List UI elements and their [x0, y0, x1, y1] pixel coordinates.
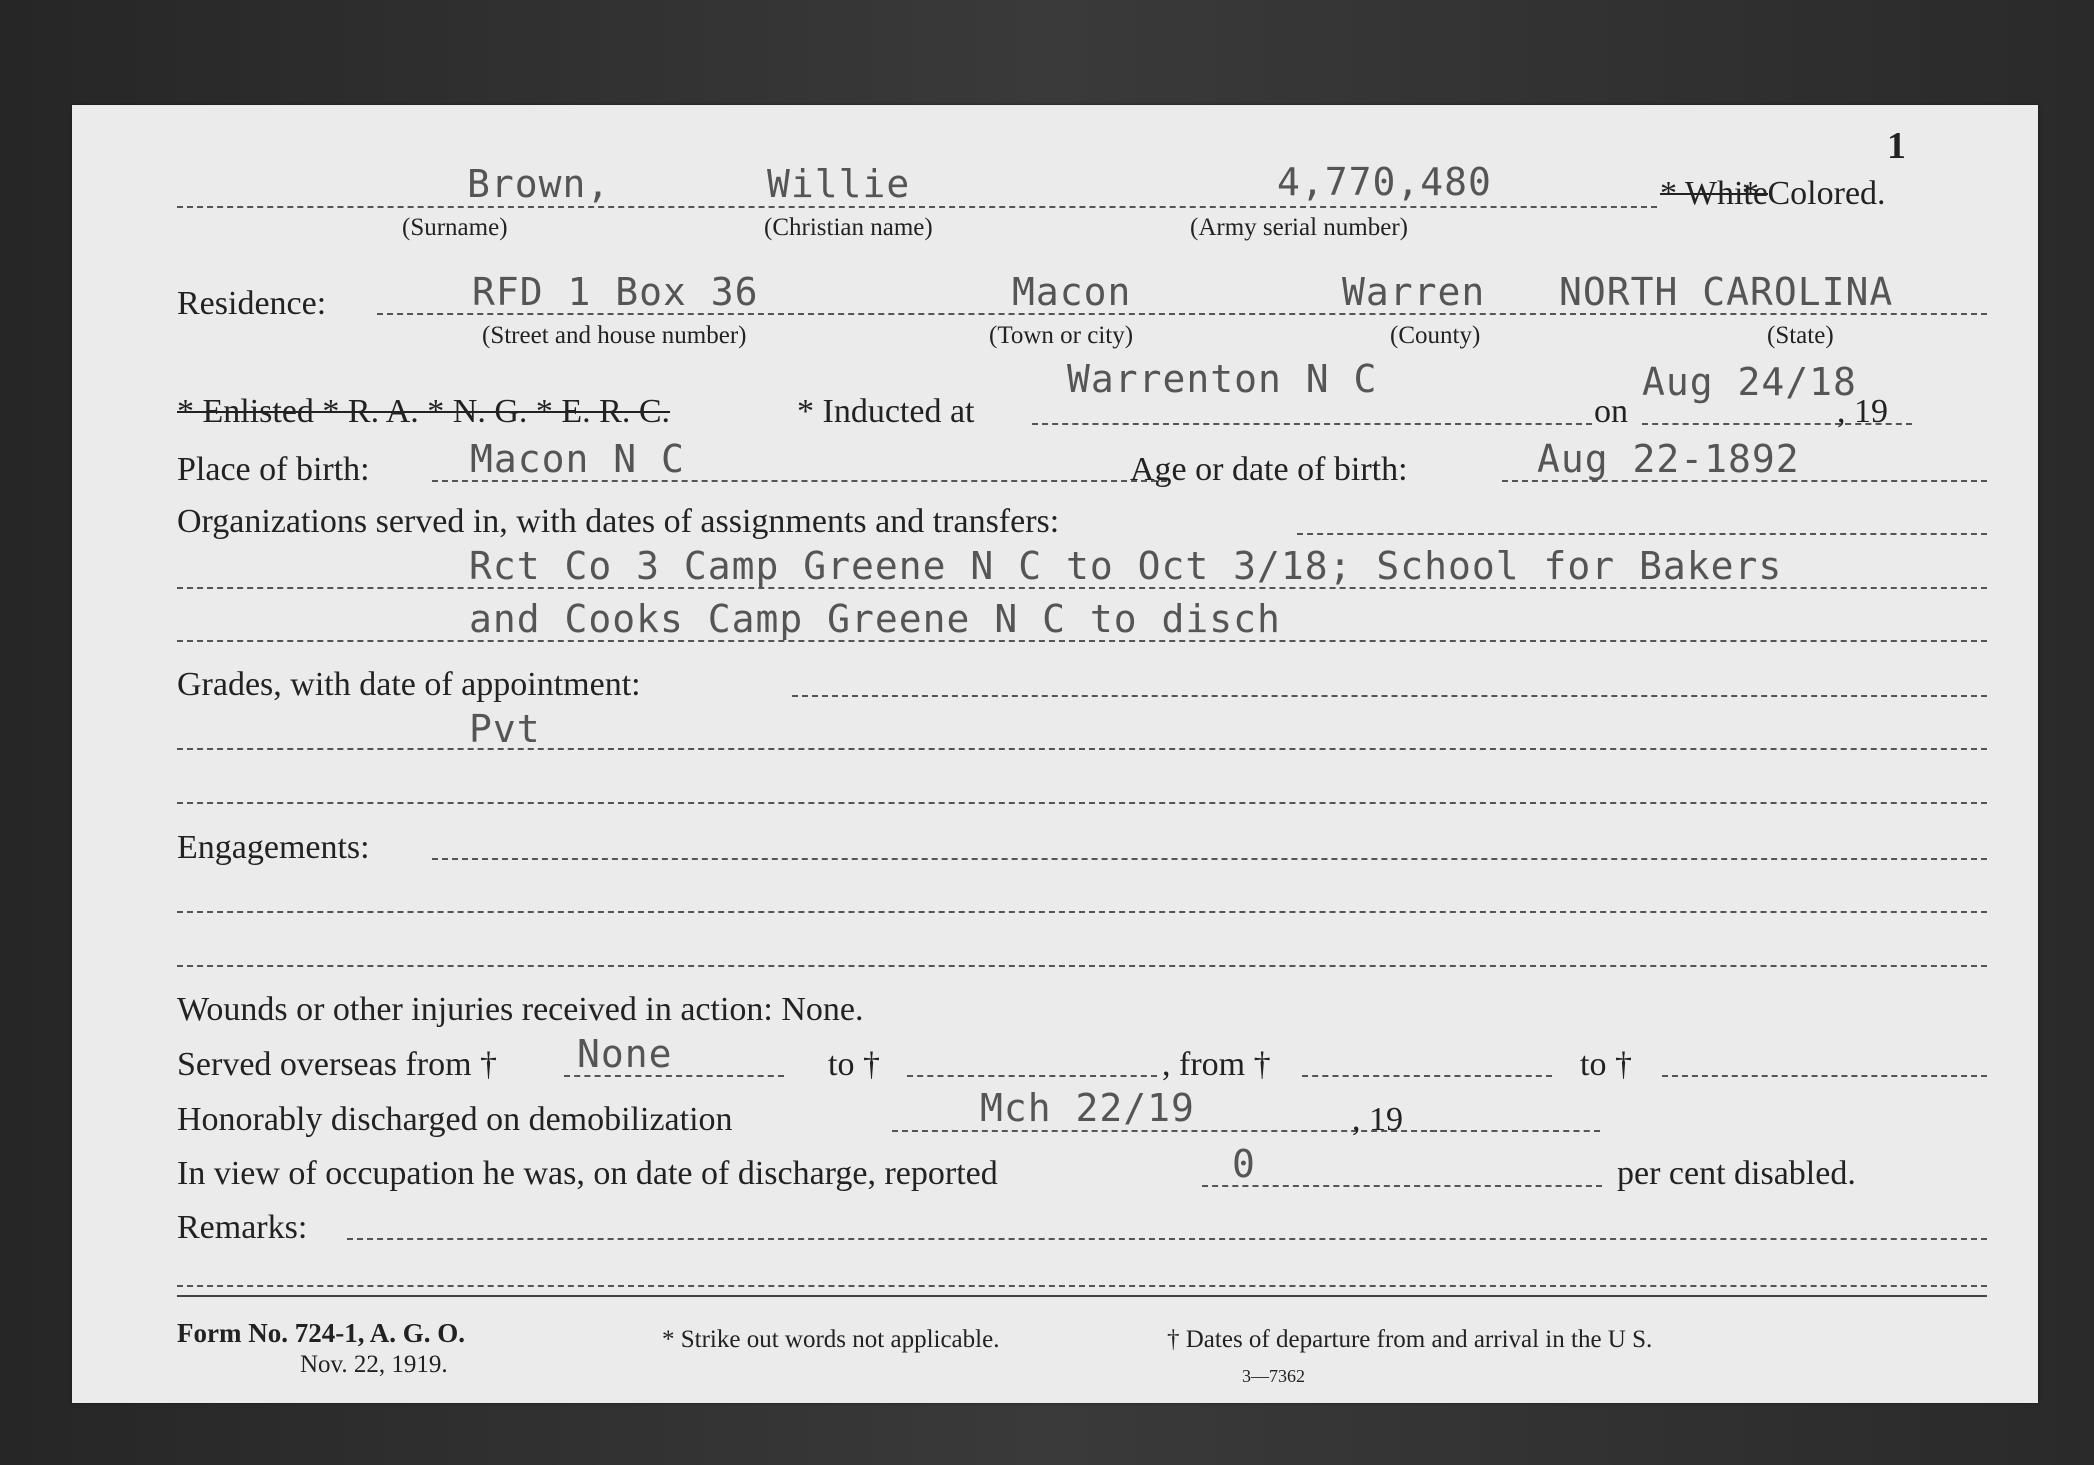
disability-value: 0 — [1232, 1142, 1256, 1186]
inducted-date-value: Aug 24/18 — [1642, 360, 1857, 404]
wounds-text: Wounds or other injuries received in action: None. — [177, 991, 864, 1028]
organizations-value-1: Rct Co 3 Camp Greene N C to Oct 3/18; School for Bakers — [469, 544, 1783, 588]
remarks-line-1 — [177, 1285, 1987, 1287]
inducted-label: * Inducted at — [797, 393, 975, 430]
surname-caption: (Surname) — [402, 214, 508, 241]
county-caption: (County) — [1390, 322, 1481, 349]
print-code: 3—7362 — [1242, 1366, 1305, 1386]
grades-line-0 — [792, 695, 1987, 697]
overseas-from-line-2 — [1302, 1075, 1552, 1077]
inducted-line — [1032, 423, 1592, 425]
christian-name-caption: (Christian name) — [764, 214, 933, 241]
place-of-birth-label: Place of birth: — [177, 451, 370, 488]
discharge-date-value: Mch 22/19 — [980, 1086, 1195, 1130]
name-line — [177, 206, 1657, 208]
overseas-to-label-2: to † — [1580, 1046, 1632, 1083]
overseas-from-label-2: , from † — [1162, 1046, 1271, 1083]
on-label: on — [1594, 393, 1628, 430]
disability-label: In view of occupation he was, on date of discharge, reported — [177, 1155, 998, 1192]
date-of-birth-label: Age or date of birth: — [1130, 451, 1408, 488]
colored-option: * Colored. — [1742, 175, 1886, 212]
engagements-line-0 — [432, 858, 1987, 860]
strike-out-note: * Strike out words not applicable. — [662, 1326, 1000, 1353]
dates-note: † Dates of departure from and arrival in the U S. — [1167, 1326, 1653, 1353]
discharge-year-line — [1430, 1130, 1600, 1132]
engagements-line-2 — [177, 965, 1987, 967]
county-value: Warren — [1342, 270, 1486, 314]
engagements-line-1 — [177, 911, 1987, 913]
form-number: Form No. 724-1, A. G. O. — [177, 1318, 465, 1348]
disability-suffix: per cent disabled. — [1617, 1155, 1856, 1192]
engagements-label: Engagements: — [177, 829, 370, 866]
remarks-label: Remarks: — [177, 1209, 308, 1246]
grades-value: Pvt — [469, 707, 541, 751]
inducted-place-value: Warrenton N C — [1067, 357, 1378, 401]
state-value: NORTH CAROLINA — [1559, 270, 1894, 314]
enlisted-options: * Enlisted * R. A. * N. G. * E. R. C. — [177, 393, 671, 430]
overseas-to-label-1: to † — [828, 1046, 880, 1083]
discharge-year-suffix: , 19 — [1352, 1101, 1403, 1138]
serial-value: 4,770,480 — [1277, 160, 1492, 204]
page-number: 1 — [1887, 125, 1906, 167]
place-of-birth-value: Macon N C — [470, 437, 685, 481]
grades-line-1 — [177, 748, 1987, 750]
remarks-line-0 — [347, 1238, 1987, 1240]
overseas-to-line-2 — [1662, 1075, 1987, 1077]
christian-name-value: Willie — [767, 162, 911, 206]
grades-line-2 — [177, 802, 1987, 804]
draft-card — [72, 105, 2038, 1403]
state-caption: (State) — [1767, 322, 1834, 349]
organizations-line-0 — [1297, 533, 1987, 535]
disability-line — [1202, 1185, 1602, 1187]
footer-rule — [177, 1295, 1987, 1297]
organizations-label: Organizations served in, with dates of assignments and transfers: — [177, 503, 1060, 540]
organizations-value-2: and Cooks Camp Greene N C to disch — [469, 597, 1281, 641]
overseas-to-line-1 — [907, 1075, 1157, 1077]
street-value: RFD 1 Box 36 — [472, 270, 759, 314]
street-caption: (Street and house number) — [482, 322, 747, 349]
form-date: Nov. 22, 1919. — [300, 1351, 448, 1378]
town-caption: (Town or city) — [989, 322, 1134, 349]
grades-label: Grades, with date of appointment: — [177, 666, 641, 703]
inducted-year-suffix: , 19 — [1837, 393, 1888, 430]
residence-label: Residence: — [177, 285, 327, 322]
date-of-birth-value: Aug 22-1892 — [1537, 437, 1800, 481]
surname-value: Brown, — [467, 162, 611, 206]
white-option: * White — [1660, 175, 1768, 212]
overseas-from-value: None — [577, 1032, 673, 1076]
serial-caption: (Army serial number) — [1190, 214, 1408, 241]
discharge-label: Honorably discharged on demobilization — [177, 1101, 733, 1138]
overseas-label: Served overseas from † — [177, 1046, 498, 1083]
town-value: Macon — [1012, 270, 1132, 314]
